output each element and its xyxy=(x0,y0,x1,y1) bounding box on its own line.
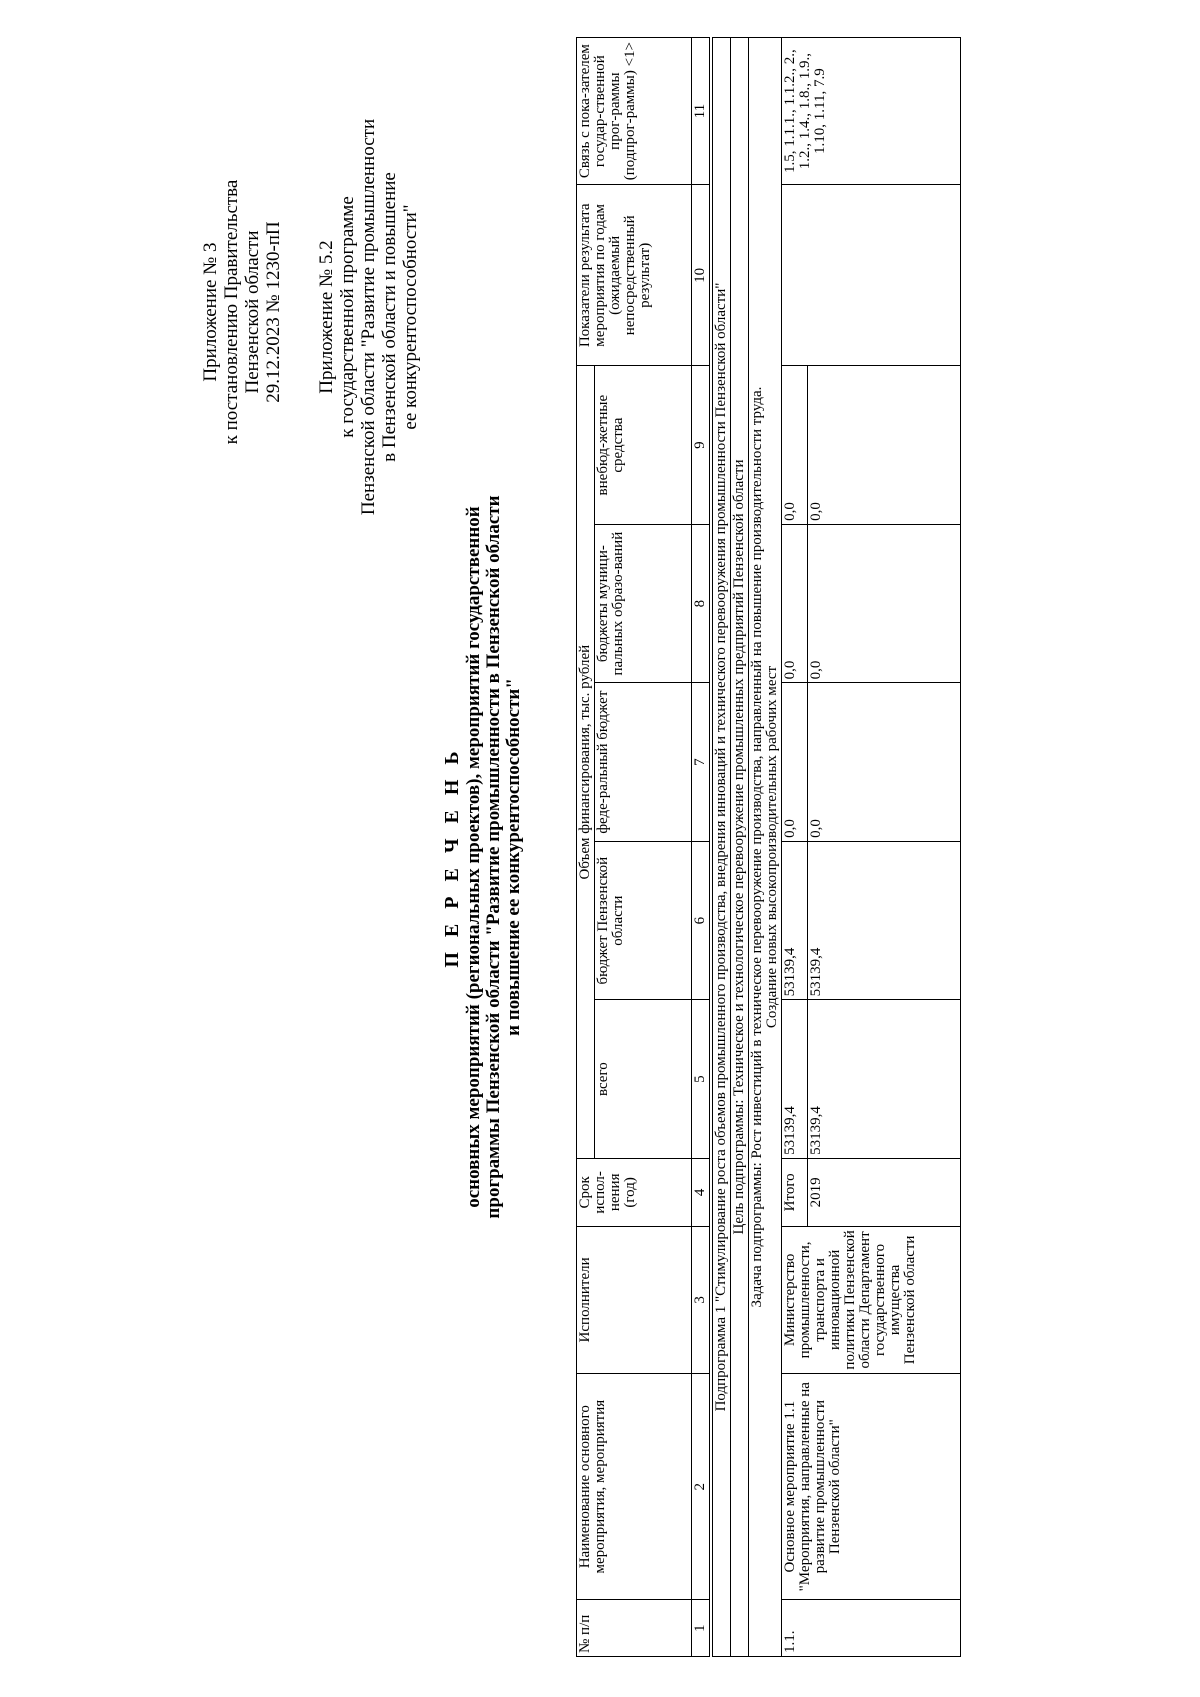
header-total: всего xyxy=(595,1000,692,1159)
header-extra: внебюд-жетные средства xyxy=(595,366,692,525)
row-total: 53139,4 xyxy=(782,1000,808,1159)
col-number: 9 xyxy=(692,366,710,525)
header-link: Связь с пока-зателем государ-ственной прог-раммы (подпрог-раммы) <1> xyxy=(577,38,692,185)
col-number: 1 xyxy=(692,1600,710,1657)
row-measure-name: Основное мероприятие 1.1 "Мероприятия, направленные на развитие промышленности Пензенской области" xyxy=(782,1373,961,1599)
row-municipal: 0,0 xyxy=(808,524,961,683)
appendix-line: 29.12.2023 № 1230-пП xyxy=(263,221,284,403)
appendix-line: Пензенской области xyxy=(242,230,263,394)
row-results xyxy=(782,185,961,366)
row-extra: 0,0 xyxy=(782,366,808,525)
header-federal: феде-ральный бюджет xyxy=(595,683,692,842)
title-word: П Е Р Е Ч Е Н Ь xyxy=(441,746,463,968)
document-title xyxy=(442,447,524,1267)
subprogram-title: Подпрограмма 1 "Стимулирование роста объемов промышленного производства, внедрения инноваций и технического перевооружения промышленности Пензенской области" xyxy=(713,38,731,1657)
col-number: 2 xyxy=(692,1373,710,1599)
col-number: 10 xyxy=(692,185,710,366)
header-funding: Объем финансирования, тыс. рублей xyxy=(577,366,595,1159)
title-line: и повышение ее конкурентоспособности" xyxy=(503,678,524,1036)
appendix-5-2-heading xyxy=(316,57,421,577)
row-regional: 53139,4 xyxy=(808,841,961,1000)
appendix-line: Приложение № 3 xyxy=(200,242,221,382)
task-line: Задача подпрограммы: Рост инвестиций в техническое перевооружение производства, направленный на повышение производительности труда. xyxy=(749,386,765,1308)
subprogram-goal: Цель подпрограммы: Техническое и технологическое перевооружение промышленных предприятий Пензенской области xyxy=(731,38,749,1657)
column-number-row xyxy=(692,38,710,1657)
col-number: 11 xyxy=(692,38,710,185)
task-row xyxy=(749,38,782,1657)
title-line: основных мероприятий (региональных проектов), мероприятий государственной xyxy=(463,506,484,1208)
goal-row xyxy=(731,38,749,1657)
col-number: 7 xyxy=(692,683,710,842)
header-name: Наименование основного мероприятия, мероприятия xyxy=(577,1373,692,1599)
header-results: Показатели результата мероприятия по годам (ожидаемый непосредственный результат) xyxy=(577,185,692,366)
row-number: 1.1. xyxy=(782,1600,961,1657)
col-number: 8 xyxy=(692,524,710,683)
row-extra: 0,0 xyxy=(808,366,961,525)
header-executors: Исполнители xyxy=(577,1226,692,1373)
header-regional: бюджет Пензенской области xyxy=(595,841,692,1000)
row-federal: 0,0 xyxy=(808,683,961,842)
col-number: 6 xyxy=(692,841,710,1000)
subprogram-row xyxy=(713,38,731,1657)
appendix-line: к государственной программе xyxy=(337,196,358,438)
col-number: 3 xyxy=(692,1226,710,1373)
header-row xyxy=(577,38,595,1657)
row-total: 53139,4 xyxy=(808,1000,961,1159)
title-line: программы Пензенской области "Развитие промышленности в Пензенской области xyxy=(483,495,504,1219)
measures-table xyxy=(576,37,961,1657)
table-row xyxy=(782,38,808,1657)
header-term: Срок испол-нения (год) xyxy=(577,1158,692,1226)
header-num: № п/п xyxy=(577,1600,692,1657)
row-regional: 53139,4 xyxy=(782,841,808,1000)
row-link: 1.5, 1.1.1., 1.1.2., 2., 1.2., 1.4., 1.8., 1.9., 1.10, 1.11, 7.9 xyxy=(782,38,961,185)
appendix-3-heading xyxy=(200,147,284,477)
row-federal: 0,0 xyxy=(782,683,808,842)
appendix-line: к постановлению Правительства xyxy=(221,179,242,445)
appendix-line: Приложение № 5.2 xyxy=(316,240,337,394)
appendix-line: Пензенской области "Развитие промышленности xyxy=(358,118,379,516)
header-municipal: бюджеты муници-пальных образо-ваний xyxy=(595,524,692,683)
col-number: 4 xyxy=(692,1158,710,1226)
subprogram-task xyxy=(749,38,782,1657)
row-year: 2019 xyxy=(808,1158,961,1226)
appendix-line: ее конкурентоспособности" xyxy=(400,204,421,430)
appendix-line: в Пензенской области и повышение xyxy=(379,172,400,462)
row-municipal: 0,0 xyxy=(782,524,808,683)
row-year: Итого xyxy=(782,1158,808,1226)
col-number: 5 xyxy=(692,1000,710,1159)
row-executors: Министерство промышленности, транспорта и инновационной политики Пензенской области Департамент государственного имущества Пензенской области xyxy=(782,1226,961,1373)
task-line: Создание новых высокопроизводительных рабочих мест xyxy=(764,665,780,1029)
